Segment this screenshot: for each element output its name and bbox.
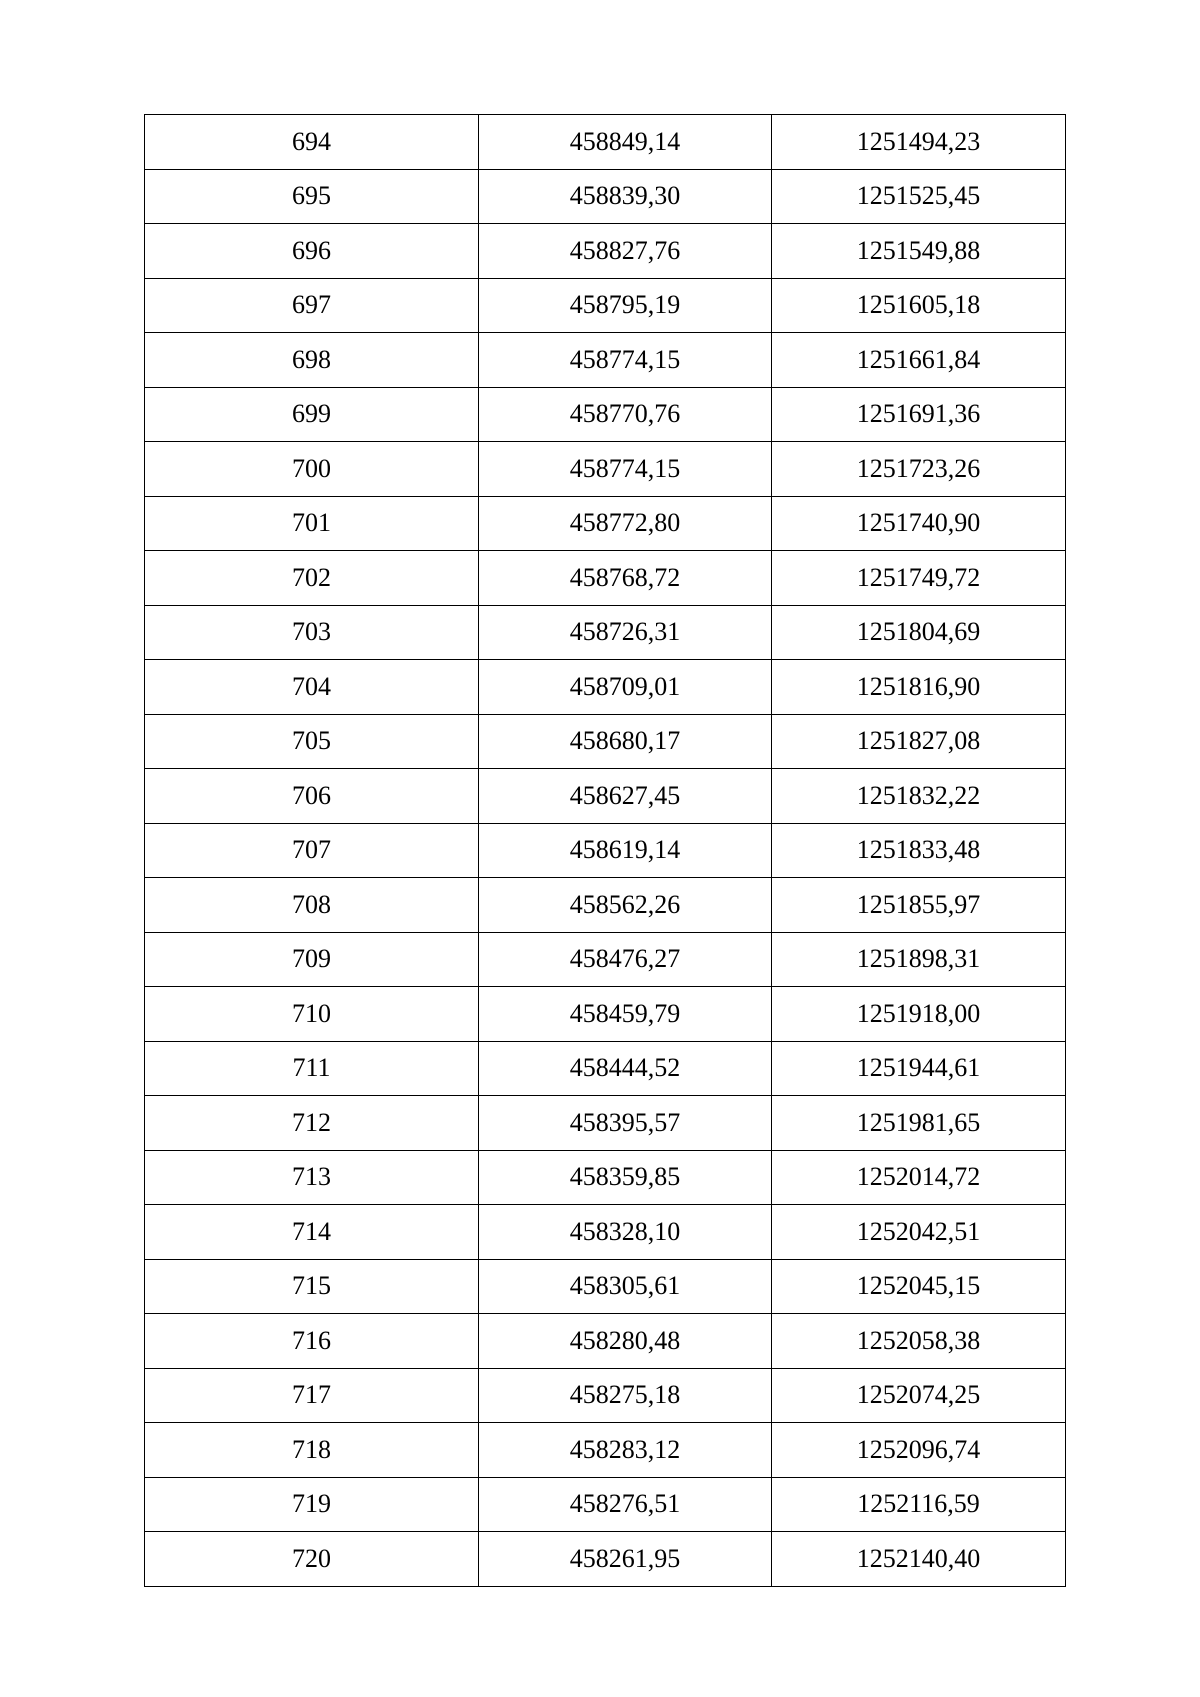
table-row: [145, 333, 1066, 388]
table-row: [145, 605, 1066, 660]
y-coordinate-cell: 1252074,25: [772, 1368, 1066, 1423]
y-coordinate-cell: 1252042,51: [772, 1205, 1066, 1260]
x-coordinate-cell: 458680,17: [479, 714, 772, 769]
y-coordinate-cell: 1251661,84: [772, 333, 1066, 388]
table-row: [145, 387, 1066, 442]
table-row: [145, 442, 1066, 497]
x-coordinate-cell: 458261,95: [479, 1532, 772, 1587]
x-coordinate-cell: 458827,76: [479, 224, 772, 279]
point-number-cell: 696: [145, 224, 479, 279]
point-number-cell: 719: [145, 1477, 479, 1532]
table-row: [145, 714, 1066, 769]
x-coordinate-cell: 458283,12: [479, 1423, 772, 1478]
point-number-cell: 713: [145, 1150, 479, 1205]
point-number-cell: 704: [145, 660, 479, 715]
point-number-cell: 706: [145, 769, 479, 824]
x-coordinate-cell: 458328,10: [479, 1205, 772, 1260]
point-number-cell: 698: [145, 333, 479, 388]
point-number-cell: 710: [145, 987, 479, 1042]
x-coordinate-cell: 458359,85: [479, 1150, 772, 1205]
table-row: [145, 660, 1066, 715]
table-row: [145, 1096, 1066, 1151]
table-row: [145, 1041, 1066, 1096]
point-number-cell: 715: [145, 1259, 479, 1314]
point-number-cell: 694: [145, 115, 479, 170]
x-coordinate-cell: 458770,76: [479, 387, 772, 442]
y-coordinate-cell: 1251804,69: [772, 605, 1066, 660]
table-row: [145, 823, 1066, 878]
y-coordinate-cell: 1251605,18: [772, 278, 1066, 333]
x-coordinate-cell: 458276,51: [479, 1477, 772, 1532]
point-number-cell: 711: [145, 1041, 479, 1096]
coordinates-table-body: [145, 115, 1066, 1587]
y-coordinate-cell: 1251749,72: [772, 551, 1066, 606]
y-coordinate-cell: 1251898,31: [772, 932, 1066, 987]
point-number-cell: 718: [145, 1423, 479, 1478]
table-row: [145, 1477, 1066, 1532]
table-row: [145, 278, 1066, 333]
table-row: [145, 224, 1066, 279]
y-coordinate-cell: 1251832,22: [772, 769, 1066, 824]
x-coordinate-cell: 458849,14: [479, 115, 772, 170]
y-coordinate-cell: 1251944,61: [772, 1041, 1066, 1096]
x-coordinate-cell: 458444,52: [479, 1041, 772, 1096]
y-coordinate-cell: 1252058,38: [772, 1314, 1066, 1369]
x-coordinate-cell: 458709,01: [479, 660, 772, 715]
y-coordinate-cell: 1251827,08: [772, 714, 1066, 769]
x-coordinate-cell: 458395,57: [479, 1096, 772, 1151]
table-row: [145, 1368, 1066, 1423]
y-coordinate-cell: 1251855,97: [772, 878, 1066, 933]
x-coordinate-cell: 458619,14: [479, 823, 772, 878]
y-coordinate-cell: 1251494,23: [772, 115, 1066, 170]
table-row: [145, 932, 1066, 987]
y-coordinate-cell: 1251833,48: [772, 823, 1066, 878]
point-number-cell: 712: [145, 1096, 479, 1151]
table-row: [145, 169, 1066, 224]
point-number-cell: 720: [145, 1532, 479, 1587]
table-row: [145, 115, 1066, 170]
x-coordinate-cell: 458774,15: [479, 333, 772, 388]
y-coordinate-cell: 1251918,00: [772, 987, 1066, 1042]
x-coordinate-cell: 458839,30: [479, 169, 772, 224]
x-coordinate-cell: 458275,18: [479, 1368, 772, 1423]
y-coordinate-cell: 1251691,36: [772, 387, 1066, 442]
x-coordinate-cell: 458476,27: [479, 932, 772, 987]
table-row: [145, 987, 1066, 1042]
y-coordinate-cell: 1252116,59: [772, 1477, 1066, 1532]
table-row: [145, 1532, 1066, 1587]
table-row: [145, 1150, 1066, 1205]
x-coordinate-cell: 458726,31: [479, 605, 772, 660]
y-coordinate-cell: 1251740,90: [772, 496, 1066, 551]
table-row: [145, 1259, 1066, 1314]
y-coordinate-cell: 1251816,90: [772, 660, 1066, 715]
point-number-cell: 714: [145, 1205, 479, 1260]
table-row: [145, 1205, 1066, 1260]
point-number-cell: 703: [145, 605, 479, 660]
x-coordinate-cell: 458768,72: [479, 551, 772, 606]
point-number-cell: 699: [145, 387, 479, 442]
x-coordinate-cell: 458795,19: [479, 278, 772, 333]
point-number-cell: 708: [145, 878, 479, 933]
point-number-cell: 707: [145, 823, 479, 878]
y-coordinate-cell: 1251981,65: [772, 1096, 1066, 1151]
table-row: [145, 878, 1066, 933]
table-row: [145, 1423, 1066, 1478]
x-coordinate-cell: 458774,15: [479, 442, 772, 497]
x-coordinate-cell: 458772,80: [479, 496, 772, 551]
coordinates-table: [144, 114, 1066, 1587]
table-row: [145, 1314, 1066, 1369]
table-row: [145, 769, 1066, 824]
x-coordinate-cell: 458280,48: [479, 1314, 772, 1369]
y-coordinate-cell: 1252140,40: [772, 1532, 1066, 1587]
y-coordinate-cell: 1251723,26: [772, 442, 1066, 497]
x-coordinate-cell: 458459,79: [479, 987, 772, 1042]
table-row: [145, 496, 1066, 551]
point-number-cell: 705: [145, 714, 479, 769]
y-coordinate-cell: 1252045,15: [772, 1259, 1066, 1314]
x-coordinate-cell: 458627,45: [479, 769, 772, 824]
point-number-cell: 717: [145, 1368, 479, 1423]
y-coordinate-cell: 1251549,88: [772, 224, 1066, 279]
point-number-cell: 709: [145, 932, 479, 987]
point-number-cell: 702: [145, 551, 479, 606]
x-coordinate-cell: 458562,26: [479, 878, 772, 933]
point-number-cell: 701: [145, 496, 479, 551]
point-number-cell: 700: [145, 442, 479, 497]
point-number-cell: 716: [145, 1314, 479, 1369]
table-row: [145, 551, 1066, 606]
x-coordinate-cell: 458305,61: [479, 1259, 772, 1314]
y-coordinate-cell: 1252096,74: [772, 1423, 1066, 1478]
y-coordinate-cell: 1251525,45: [772, 169, 1066, 224]
point-number-cell: 695: [145, 169, 479, 224]
point-number-cell: 697: [145, 278, 479, 333]
y-coordinate-cell: 1252014,72: [772, 1150, 1066, 1205]
